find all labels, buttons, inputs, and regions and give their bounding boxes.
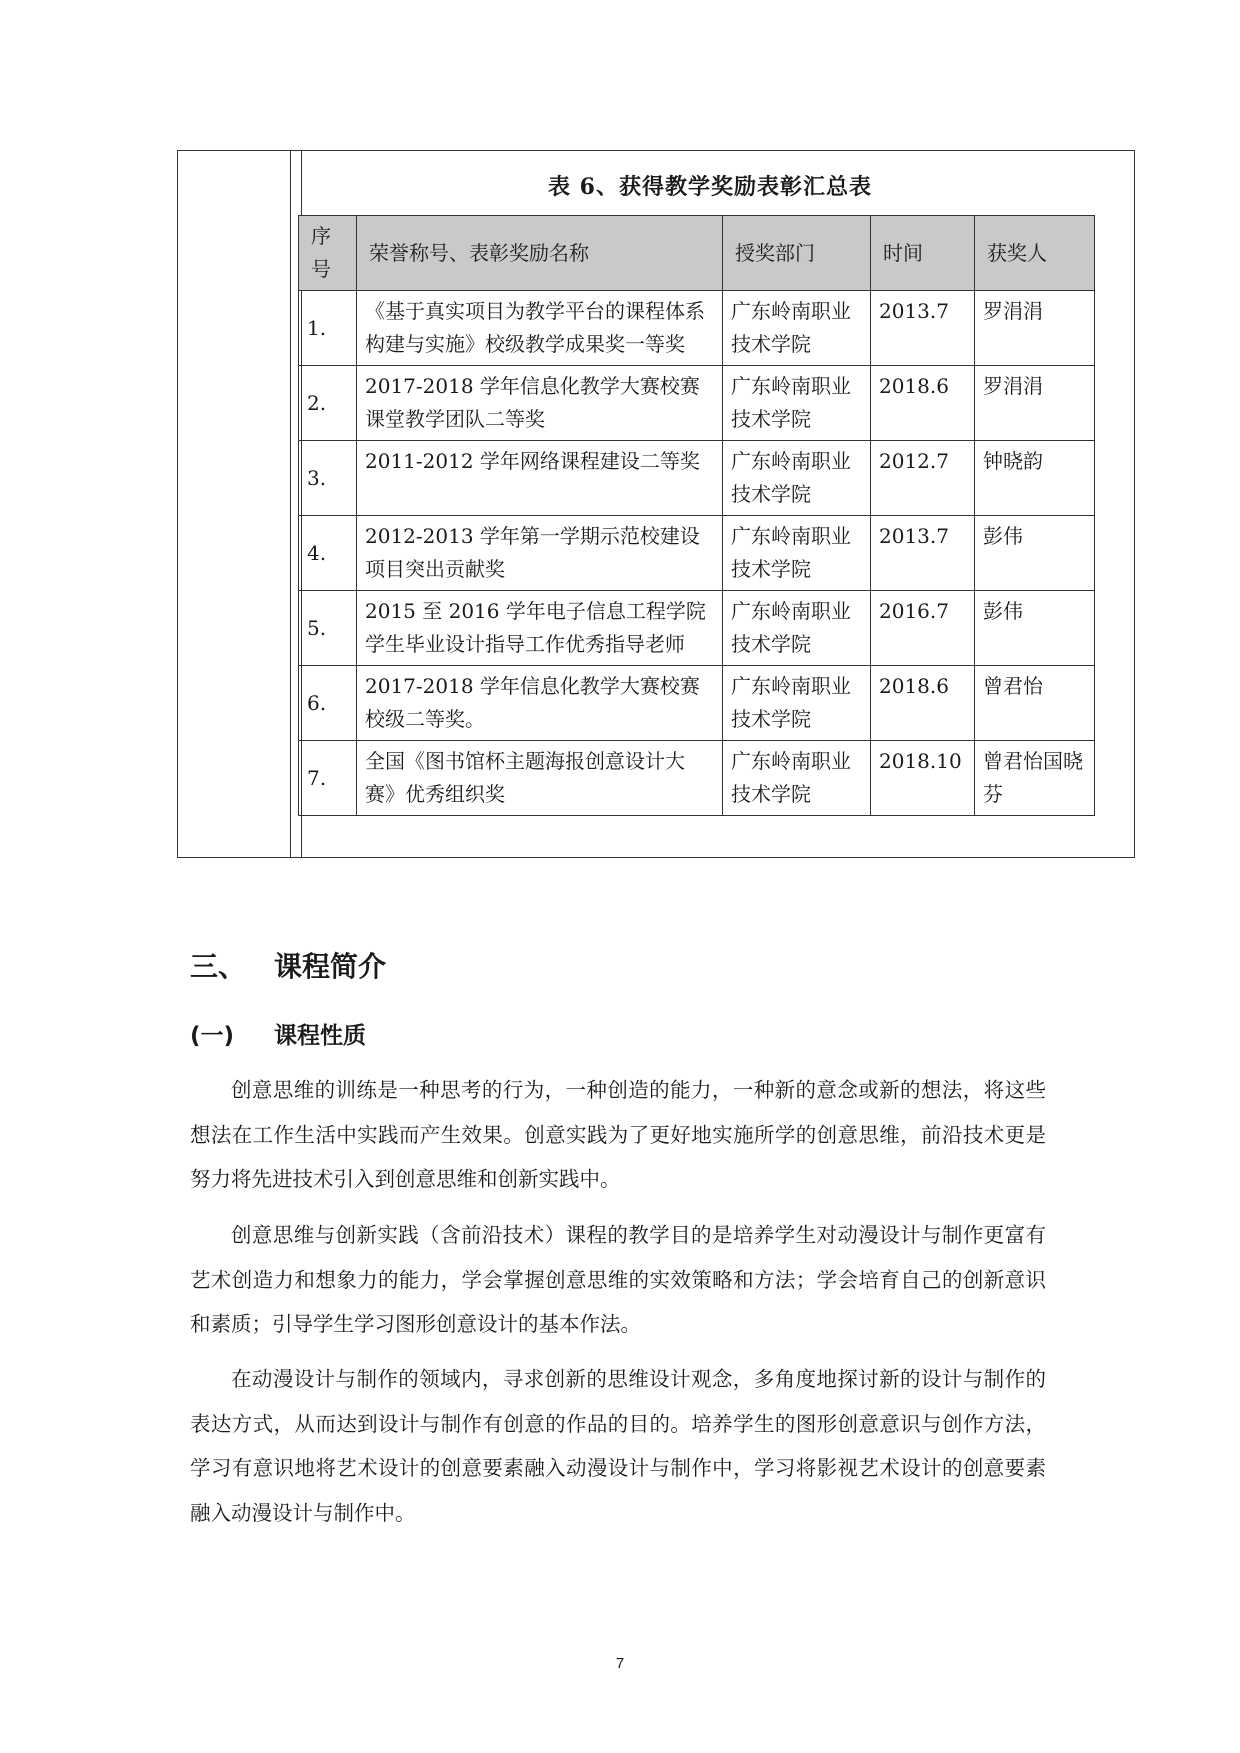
paragraph: 在动漫设计与制作的领域内，寻求创新的思维设计观念，多角度地探讨新的设计与制作的表达方式，从而达到设计与制作有创意的作品的目的。培养学生的图形创意意识与创作方法，学习有意识地将艺术设计的创意要素融入动漫设计与制作中，学习将影视艺术设计的创意要素融入动漫设计与制作中。	[190, 1367, 1046, 1525]
row-person: 曾君怡	[975, 666, 1095, 741]
row-person: 钟晓韵	[975, 441, 1095, 516]
header-dept: 授奖部门	[723, 216, 871, 291]
table-row	[299, 516, 1095, 591]
paragraph: 创意思维的训练是一种思考的行为，一种创造的能力，一种新的意念或新的想法，将这些想法在工作生活中实践而产生效果。创意实践为了更好地实施所学的创意思维，前沿技术更是努力将先进技术引入到创意思维和创新实践中。	[190, 1078, 1046, 1191]
awards-table	[298, 215, 1095, 816]
frame-divider	[290, 151, 291, 857]
table-title: 表 6、获得教学奖励表彰汇总表	[548, 174, 872, 200]
row-time: 2018.10	[871, 741, 975, 816]
row-no: 7.	[299, 741, 357, 816]
row-no: 3.	[299, 441, 357, 516]
row-no: 5.	[299, 591, 357, 666]
row-person: 罗涓涓	[975, 366, 1095, 441]
row-time: 2016.7	[871, 591, 975, 666]
row-no: 6.	[299, 666, 357, 741]
row-person: 罗涓涓	[975, 291, 1095, 366]
table-row	[299, 591, 1095, 666]
row-name: 2017-2018 学年信息化教学大赛校赛校级二等奖。	[357, 666, 723, 741]
row-person: 彭伟	[975, 591, 1095, 666]
header-name: 荣誉称号、表彰奖励名称	[357, 216, 723, 291]
row-time: 2013.7	[871, 291, 975, 366]
table-row	[299, 441, 1095, 516]
subsection-title: 课程性质	[274, 1023, 366, 1049]
page-number: 7	[615, 1655, 625, 1672]
row-name: 全国《图书馆杯主题海报创意设计大赛》优秀组织奖	[357, 741, 723, 816]
row-time: 2018.6	[871, 366, 975, 441]
subsection-number: (一)	[190, 1023, 235, 1049]
row-dept: 广东岭南职业技术学院	[723, 441, 871, 516]
row-person: 曾君怡国晓芬	[975, 741, 1095, 816]
header-person: 获奖人	[975, 216, 1095, 291]
table-row	[299, 666, 1095, 741]
row-name: 2011-2012 学年网络课程建设二等奖	[357, 441, 723, 516]
header-time: 时间	[871, 216, 975, 291]
row-time: 2012.7	[871, 441, 975, 516]
row-dept: 广东岭南职业技术学院	[723, 741, 871, 816]
row-dept: 广东岭南职业技术学院	[723, 291, 871, 366]
row-name: 2015 至 2016 学年电子信息工程学院学生毕业设计指导工作优秀指导老师	[357, 591, 723, 666]
row-dept: 广东岭南职业技术学院	[723, 666, 871, 741]
table-row	[299, 366, 1095, 441]
row-dept: 广东岭南职业技术学院	[723, 591, 871, 666]
subsection-heading	[190, 1017, 366, 1050]
table-row	[299, 741, 1095, 816]
header-no: 序号	[299, 216, 357, 291]
row-name: 2012-2013 学年第一学期示范校建设项目突出贡献奖	[357, 516, 723, 591]
row-no: 1.	[299, 291, 357, 366]
row-no: 2.	[299, 366, 357, 441]
row-time: 2018.6	[871, 666, 975, 741]
row-no: 4.	[299, 516, 357, 591]
paragraph: 创意思维与创新实践（含前沿技术）课程的教学目的是培养学生对动漫设计与制作更富有艺术创造力和想象力的能力，学会掌握创意思维的实效策略和方法；学会培育自己的创新意识和素质；引导学生学习图形创意设计的基本作法。	[190, 1223, 1046, 1336]
row-person: 彭伟	[975, 516, 1095, 591]
section-number: 三、	[190, 950, 247, 983]
row-dept: 广东岭南职业技术学院	[723, 366, 871, 441]
row-time: 2013.7	[871, 516, 975, 591]
row-name: 《基于真实项目为教学平台的课程体系构建与实施》校级教学成果奖一等奖	[357, 291, 723, 366]
row-dept: 广东岭南职业技术学院	[723, 516, 871, 591]
section-heading	[190, 945, 386, 985]
section-title: 课程简介	[274, 950, 387, 983]
table-header-row	[299, 216, 1095, 291]
table-row	[299, 291, 1095, 366]
row-name: 2017-2018 学年信息化教学大赛校赛课堂教学团队二等奖	[357, 366, 723, 441]
